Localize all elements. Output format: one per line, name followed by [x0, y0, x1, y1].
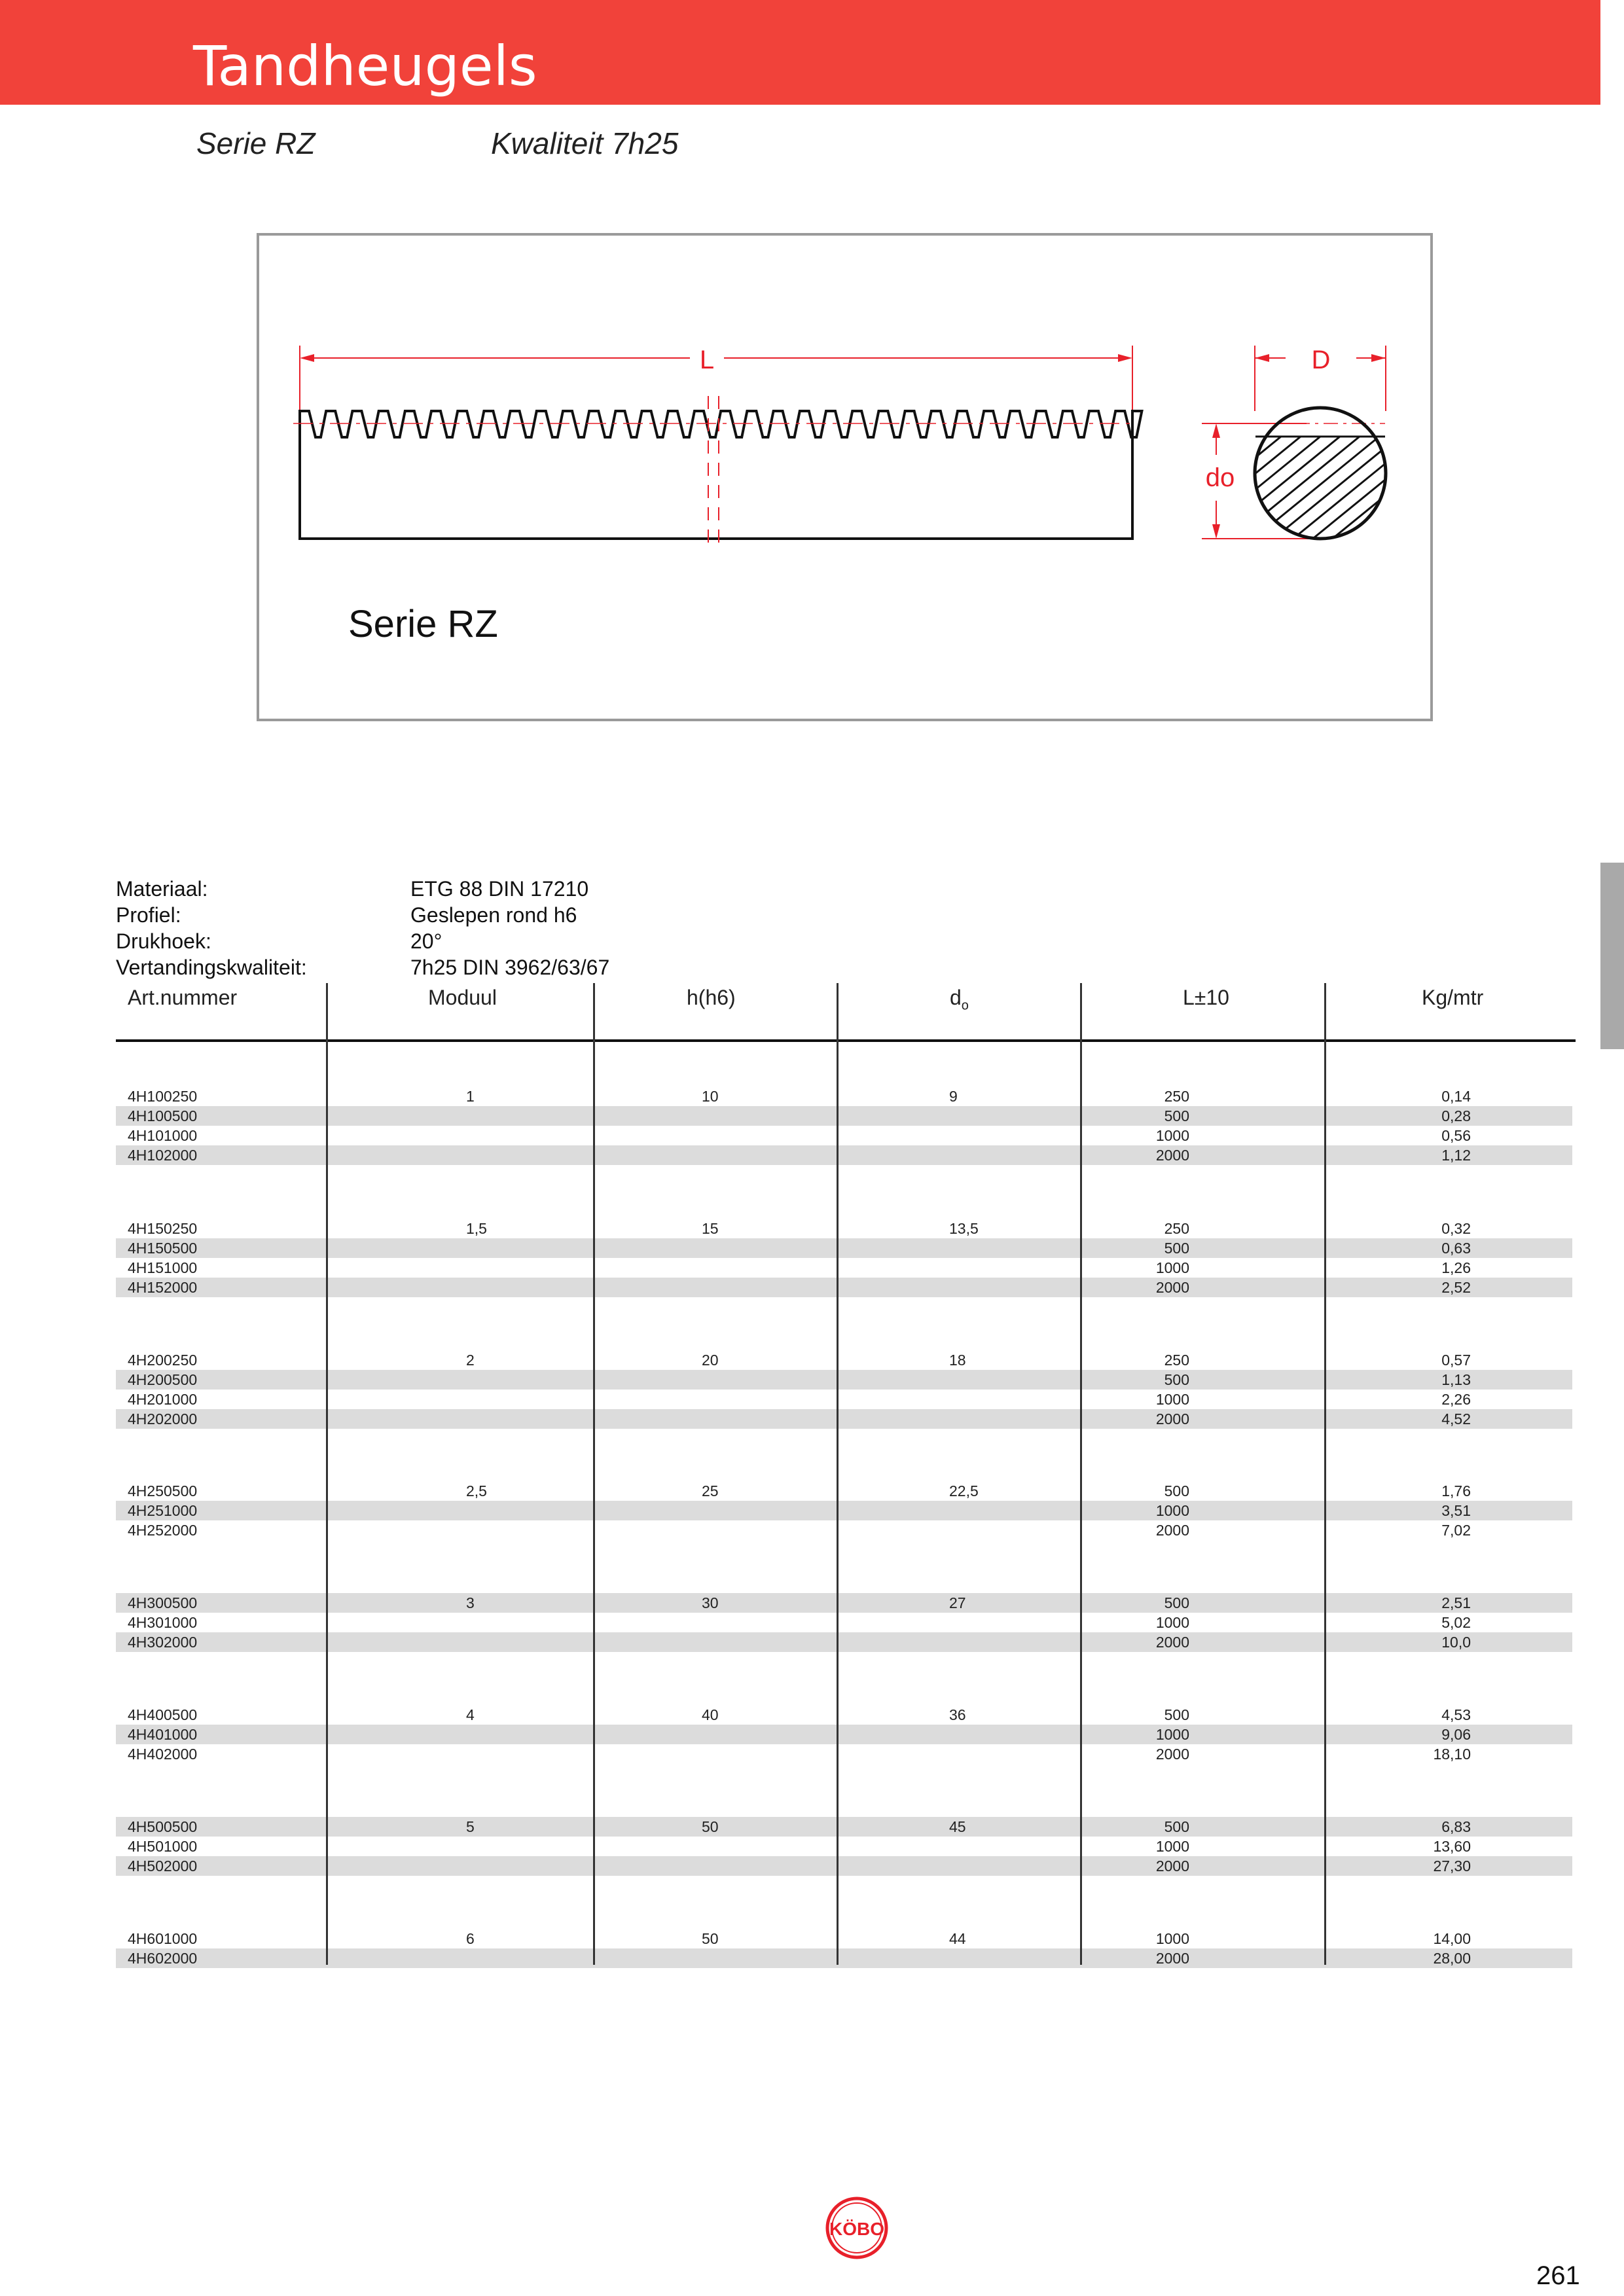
cell-d: 13,5: [949, 1220, 979, 1237]
table-group: [116, 1481, 1572, 1540]
cell-d: 45: [949, 1818, 966, 1835]
cell-art: 4H602000: [128, 1950, 198, 1967]
table-group: [116, 1593, 1572, 1652]
table-row: 4H150500 500 0,63: [116, 1238, 1572, 1258]
cell-module: 5: [466, 1818, 475, 1835]
cell-h: 50: [702, 1930, 719, 1947]
cell-art: 4H150250: [128, 1220, 198, 1237]
column-divider: [837, 983, 839, 1965]
col-weight: Kg/mtr: [1422, 986, 1484, 1009]
table-row: 4H151000 1000 1,26: [128, 1259, 1471, 1276]
col-module: Moduul: [428, 986, 497, 1009]
table-row: 4H502000 2000 27,30: [116, 1856, 1572, 1876]
cell-module: 6: [466, 1930, 475, 1947]
table-row: 4H252000 2000 7,02: [128, 1522, 1471, 1539]
table-row: 4H602000 2000 28,00: [116, 1948, 1572, 1968]
table-row: 4H250500 2,5 25 22,5 500 1,76: [128, 1482, 1471, 1499]
cell-h: 20: [702, 1352, 719, 1369]
cell-art: 4H101000: [128, 1127, 198, 1144]
dim-diameter-label: D: [1311, 346, 1331, 374]
cell-d: 18: [949, 1352, 966, 1369]
cell-module: 3: [466, 1594, 475, 1611]
table-group: [116, 1929, 1572, 1968]
page-title: Tandheugels: [193, 34, 537, 98]
column-divider: [593, 983, 595, 1965]
table-row: 4H500500 5 50 45 500 6,83: [116, 1817, 1572, 1837]
dim-length-label: L: [699, 346, 715, 374]
table-group: [116, 1086, 1572, 1165]
table-row: 4H100250 1 10 9 250 0,14: [128, 1088, 1471, 1105]
cell-art: 4H150500: [128, 1240, 198, 1257]
hatch-line: [1366, 437, 1430, 543]
specifications: [116, 876, 803, 980]
table-header: [116, 982, 1576, 1042]
spec-row: [116, 954, 803, 980]
col-art-number: Art.nummer: [128, 986, 238, 1009]
cell-art: 4H401000: [128, 1726, 198, 1743]
cell-art: 4H300500: [128, 1594, 198, 1611]
table-row: 4H102000 2000 1,12: [116, 1145, 1572, 1165]
table-row: 4H302000 2000 10,0: [116, 1632, 1572, 1652]
cell-art: 4H100250: [128, 1088, 198, 1105]
cell-art: 4H200500: [128, 1371, 198, 1388]
column-divider: [1324, 983, 1326, 1965]
hatch-line: [1307, 437, 1430, 543]
cell-module: 2,5: [466, 1482, 487, 1499]
cell-art: 4H500500: [128, 1818, 198, 1835]
figure-label: Serie RZ: [348, 603, 498, 645]
table-row: 4H251000 1000 3,51: [116, 1501, 1572, 1520]
spec-value: 7h25 DIN 3962/63/67: [410, 956, 610, 979]
cell-art: 4H301000: [128, 1614, 198, 1631]
cell-d: 22,5: [949, 1482, 979, 1499]
product-table: [116, 982, 1576, 1967]
col-diameter-label: d: [950, 986, 962, 1009]
column-divider: [326, 983, 328, 1965]
col-diameter-sub: o: [961, 998, 969, 1013]
rack-drawing: [259, 236, 1430, 719]
table-row: 4H152000 2000 2,52: [116, 1278, 1572, 1297]
table-row: 4H402000 2000 18,10: [128, 1746, 1471, 1763]
hatch-line: [1288, 437, 1418, 543]
spec-row: [116, 928, 803, 954]
hatch-line: [1268, 437, 1399, 543]
cell-h: 50: [702, 1818, 719, 1835]
cell-h: 10: [702, 1088, 719, 1105]
cell-art: 4H252000: [128, 1522, 198, 1539]
table-row: 4H200500 500 1,13: [116, 1370, 1572, 1390]
table-row: 4H601000 6 50 44 1000 14,00: [128, 1930, 1471, 1947]
cell-h: 40: [702, 1706, 719, 1723]
column-divider: [1080, 983, 1082, 1965]
cell-module: 4: [466, 1706, 475, 1723]
cell-art: 4H152000: [128, 1279, 198, 1296]
spec-row: [116, 876, 803, 902]
table-row: 4H400500 4 40 36 500 4,53: [128, 1706, 1471, 1723]
kobo-logo: [825, 2196, 889, 2260]
col-height: h(h6): [687, 986, 736, 1009]
cell-h: 30: [702, 1594, 719, 1611]
spec-key: Vertandingskwaliteit:: [116, 956, 307, 979]
cell-module: 1,5: [466, 1220, 487, 1237]
spec-value: Geslepen rond h6: [410, 903, 577, 927]
cell-art: 4H302000: [128, 1634, 198, 1651]
cell-art: 4H151000: [128, 1259, 198, 1276]
table-group: [116, 1817, 1572, 1876]
cell-art: 4H100500: [128, 1107, 198, 1124]
logo-text: KÖBO: [829, 2219, 884, 2239]
col-length: L±10: [1183, 986, 1229, 1009]
cell-art: 4H400500: [128, 1706, 198, 1723]
table-row: 4H401000 1000 9,06: [116, 1725, 1572, 1744]
col-diameter: [950, 986, 969, 1013]
header-bar: [0, 0, 1600, 105]
cell-d: 27: [949, 1594, 966, 1611]
spec-key: Profiel:: [116, 903, 181, 927]
table-row: 4H100500 500 0,28: [116, 1106, 1572, 1126]
dim-do-label: do: [1205, 463, 1235, 492]
spec-key: Materiaal:: [116, 877, 208, 901]
cell-art: 4H251000: [128, 1502, 198, 1519]
table-row: 4H101000 1000 0,56: [128, 1127, 1471, 1144]
quality-subtitle: Kwaliteit 7h25: [491, 126, 679, 160]
cell-art: 4H202000: [128, 1410, 198, 1427]
cell-d: 9: [949, 1088, 958, 1105]
table-row: 4H501000 1000 13,60: [128, 1838, 1471, 1855]
cell-h: 25: [702, 1482, 719, 1499]
page-tab-marker: [1600, 863, 1624, 1049]
table-row: 4H300500 3 30 27 500 2,51: [116, 1593, 1572, 1613]
cell-art: 4H201000: [128, 1391, 198, 1408]
hatch-line: [1405, 437, 1430, 543]
table-row: 4H201000 1000 2,26: [128, 1391, 1471, 1408]
cell-module: 1: [466, 1088, 475, 1105]
cell-module: 2: [466, 1352, 475, 1369]
page-number: 261: [1536, 2261, 1580, 2290]
hatch-line: [1130, 437, 1261, 543]
series-subtitle: Serie RZ: [196, 126, 316, 160]
spec-value: 20°: [410, 929, 442, 953]
table-group: [116, 1219, 1572, 1297]
spec-key: Drukhoek:: [116, 929, 211, 953]
spec-row: [116, 902, 803, 928]
table-row: 4H150250 1,5 15 13,5 250 0,32: [128, 1220, 1471, 1237]
cell-art: 4H502000: [128, 1857, 198, 1874]
table-group: [116, 1705, 1572, 1764]
cell-art: 4H102000: [128, 1147, 198, 1164]
table-row: 4H200250 2 20 18 250 0,57: [128, 1352, 1471, 1369]
cell-art: 4H250500: [128, 1482, 198, 1499]
hatch-line: [1386, 437, 1430, 543]
table-group: [116, 1350, 1572, 1429]
cell-art: 4H402000: [128, 1746, 198, 1763]
hatch-line: [1229, 437, 1360, 543]
cell-art: 4H501000: [128, 1838, 198, 1855]
cell-d: 36: [949, 1706, 966, 1723]
hatch-line: [1425, 437, 1430, 543]
technical-drawing: [257, 233, 1433, 721]
table-row: 4H301000 1000 5,02: [128, 1614, 1471, 1631]
cell-art: 4H200250: [128, 1352, 198, 1369]
table-row: 4H202000 2000 4,52: [116, 1409, 1572, 1429]
cell-art: 4H601000: [128, 1930, 198, 1947]
cell-h: 15: [702, 1220, 719, 1237]
cell-d: 44: [949, 1930, 966, 1947]
spec-value: ETG 88 DIN 17210: [410, 877, 589, 901]
